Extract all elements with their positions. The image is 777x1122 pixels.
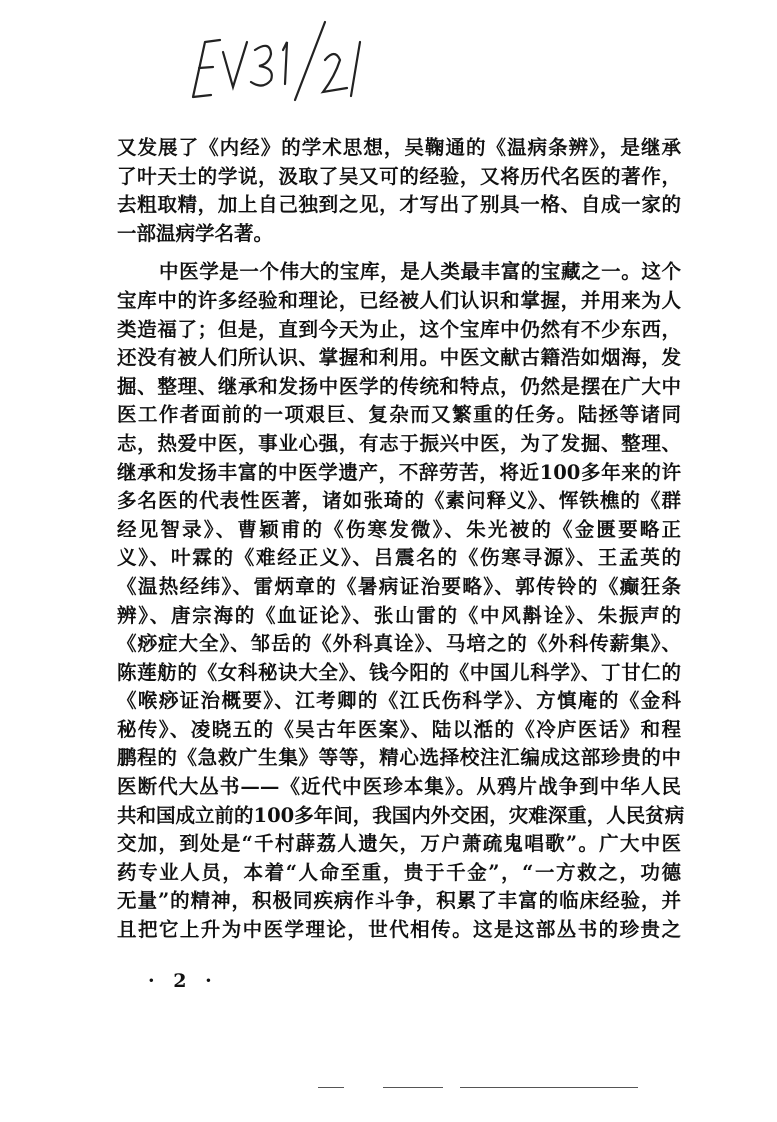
text-line: 又发展了《内经》的学术思想，吴鞠通的《温病条辨》，是继承 bbox=[117, 136, 681, 159]
scan-artifact bbox=[318, 1087, 344, 1088]
text-line: 去粗取精，加上自己独到之见，才写出了别具一格、自成一家的 bbox=[117, 193, 681, 217]
text-line: 鹏程的《急救广生集》等等，精心选择校注汇编成这部珍贵的中 bbox=[117, 746, 681, 770]
text-line: 交加，到处是“千村薜荔人遗矢，万户萧疏鬼唱歌”。广大中医 bbox=[117, 832, 681, 856]
text-line: 还没有被人们所认识、掌握和利用。中医文献古籍浩如烟海，发 bbox=[117, 346, 681, 370]
text-line: 药专业人员，本着“人命至重，贵于千金”，“一方救之，功德 bbox=[117, 860, 681, 884]
text-line: 一部温病学名著。 bbox=[117, 221, 274, 245]
text-line: 秘传》、凌晓五的《吴古年医案》、陆以湉的《冷庐医话》和程 bbox=[117, 717, 681, 741]
scan-artifact bbox=[383, 1087, 443, 1088]
text-line: 继承和发扬丰富的中医学遗产，不辞劳苦，将近100多年来的许 bbox=[117, 460, 681, 484]
text-line: 志，热爱中医，事业心强，有志于振兴中医，为了发掘、整理、 bbox=[117, 431, 681, 455]
text-line: 陈莲舫的《女科秘诀大全》、钱今阳的《中国儿科学》、丁甘仁的 bbox=[117, 660, 681, 684]
page-number: · 2 · bbox=[148, 970, 218, 992]
text-line: 《温热经纬》、雷炳章的《暑病证治要略》、郭传铃的《癫狂条 bbox=[117, 574, 681, 598]
text-line: 掘、整理、继承和发扬中医学的传统和特点，仍然是摆在广大中 bbox=[117, 374, 681, 398]
text-line: 共和国成立前的100多年间，我国内外交困，灾难深重，人民贫病 bbox=[117, 803, 685, 827]
text-line: 辨》、唐宗海的《血证论》、张山雷的《中风斠诠》、朱振声的 bbox=[117, 603, 681, 627]
text-line: 了叶天士的学说，汲取了吴又可的经验，又将历代名医的著作， bbox=[117, 164, 681, 188]
text-line: 《痧症大全》、邹岳的《外科真诠》、马培之的《外科传薪集》、 bbox=[117, 632, 681, 656]
text-line: 医断代大丛书——《近代中医珍本集》。从鸦片战争到中华人民 bbox=[117, 775, 681, 799]
text-line: 《喉痧证治概要》、江考卿的《江氏伤科学》、方慎庵的《金科 bbox=[117, 689, 681, 713]
scan-artifact bbox=[460, 1087, 638, 1088]
body-text bbox=[117, 134, 685, 945]
text-line: 经见智录》、曹颖甫的《伤寒发微》、朱光被的《金匮要略正 bbox=[117, 517, 681, 541]
text-line: 中医学是一个伟大的宝库，是人类最丰富的宝藏之一。这个 bbox=[159, 260, 681, 284]
text-line: 无量”的精神，积极同疾病作斗争，积累了丰富的临床经验，并 bbox=[117, 889, 681, 913]
text-line: 义》、叶霖的《难经正义》、吕震名的《伤寒寻源》、王孟英的 bbox=[117, 546, 681, 570]
handwritten-note bbox=[175, 12, 375, 102]
text-line: 多名医的代表性医著，诸如张琦的《素问释义》、恽铁樵的《群 bbox=[117, 489, 681, 513]
text-line: 类造福了；但是，直到今天为止，这个宝库中仍然有不少东西， bbox=[117, 317, 681, 341]
text-line: 且把它上升为中医学理论，世代相传。这是这部丛书的珍贵之 bbox=[117, 918, 681, 942]
text-line: 宝库中的许多经验和理论，已经被人们认识和掌握，并用来为人 bbox=[117, 288, 681, 312]
text-line: 医工作者面前的一项艰巨、复杂而又繁重的任务。陆拯等诸同 bbox=[117, 403, 681, 427]
